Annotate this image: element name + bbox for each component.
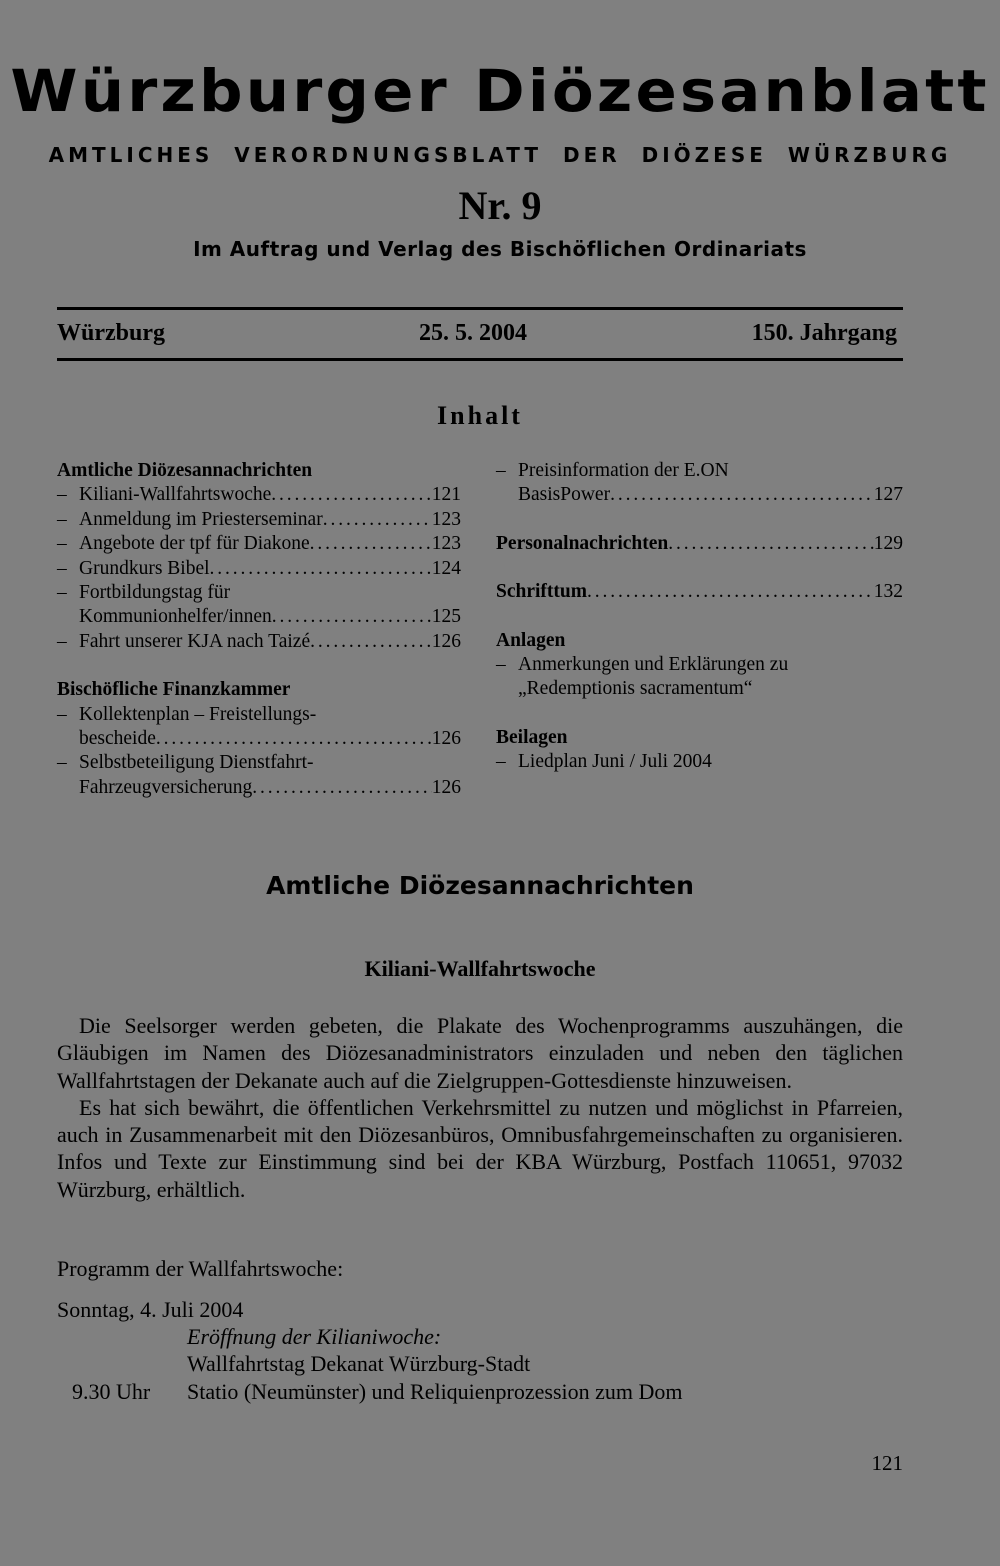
toc-dash: – xyxy=(57,533,67,555)
toc-entry xyxy=(57,581,461,605)
toc-entry-page: 121 xyxy=(431,484,461,506)
toc-entry-page: 126 xyxy=(431,728,461,750)
toc-section-heading: Amtliche Diözesannachrichten xyxy=(57,460,313,481)
toc-dash: – xyxy=(57,508,67,530)
toc-left-column xyxy=(57,459,461,800)
dateline xyxy=(57,320,903,350)
toc-dash: – xyxy=(496,751,506,773)
toc-dash: – xyxy=(57,703,67,725)
toc-section-heading: Personalnachrichten xyxy=(496,532,669,554)
toc-right-column xyxy=(496,459,903,775)
masthead-subtitle: AMTLICHES VERORDNUNGSBLATT DER DIÖZESE WÜRZBURG xyxy=(48,143,952,167)
toc-entry-page: 123 xyxy=(431,533,461,555)
toc-entry-text: Kommunionhelfer/innen xyxy=(79,606,272,628)
section-heading: Amtliche Diözesannachrichten xyxy=(266,871,694,900)
toc-entry xyxy=(57,703,461,727)
toc-entry-continuation xyxy=(57,605,461,629)
toc-dash: – xyxy=(57,630,67,652)
toc-entry xyxy=(57,532,461,556)
page-number: 121 xyxy=(871,1451,903,1475)
article-body xyxy=(57,1012,903,1203)
toc-entry-text: Fahrt unserer KJA nach Taizé xyxy=(79,630,311,652)
toc-entry-page: 127 xyxy=(873,484,903,506)
toc-entry-text: Kollektenplan – Freistellungs- xyxy=(79,703,317,725)
toc-section-heading: Beilagen xyxy=(496,726,568,748)
toc-entry-text: Selbstbeteiligung Dienstfahrt- xyxy=(79,752,314,774)
toc-entry-page: 123 xyxy=(431,508,461,530)
program-day: Sonntag, 4. Juli 2004 xyxy=(57,1297,244,1322)
article-paragraph: Es hat sich bewährt, die öffentlichen Verkehrsmittel zu nutzen und möglichst in Pfarreien, auch in Zusammenarbeit mit den Diözesanbüros, Omnibusfahrgemeinschaften zu organisieren. Infos und Texte zur Einstimmung sind bei der KBA Würzburg, Postfach 110651, 97032 Würzburg, erhältlich. xyxy=(57,1094,903,1202)
masthead-publisher: Im Auftrag und Verlag des Bischöflichen Ordinariats xyxy=(193,237,807,261)
program-pilgrimage: Wallfahrtstag Dekanat Würzburg-Stadt xyxy=(187,1351,531,1376)
toc-dash: – xyxy=(57,557,67,579)
program-event: Statio (Neumünster) und Reliquienprozession zum Dom xyxy=(187,1379,683,1404)
toc-entry-text: bescheide xyxy=(79,728,156,750)
masthead-title: Würzburger Diözesanblatt xyxy=(10,57,990,125)
toc-section-heading: Bischöfliche Finanzkammer xyxy=(57,679,291,701)
toc-dash: – xyxy=(496,654,506,676)
toc-entry-text: Angebote der tpf für Diakone xyxy=(79,533,310,555)
program-opening: Eröffnung der Kilianiwoche: xyxy=(187,1324,442,1349)
toc-entry-text: Anmeldung im Priesterseminar xyxy=(79,508,323,530)
toc-entry-continuation xyxy=(57,776,461,800)
toc-entry-continuation xyxy=(496,677,903,701)
toc-entry xyxy=(496,459,903,483)
top-rule xyxy=(57,307,903,310)
dateline-date: 25. 5. 2004 xyxy=(419,320,527,346)
article-title: Kiliani-Wallfahrtswoche xyxy=(364,956,596,981)
issue-number: Nr. 9 xyxy=(458,183,542,228)
toc-entry-text: Kiliani-Wallfahrtswoche xyxy=(79,484,272,506)
toc-entry-continuation xyxy=(496,483,903,507)
toc-entry-page: 125 xyxy=(431,606,461,628)
toc-section-heading: Anlagen xyxy=(496,629,566,651)
toc-entry xyxy=(57,630,461,654)
toc-entry-text: Fortbildungstag für xyxy=(79,582,231,604)
toc-entry-text: Preisinformation der E.ON xyxy=(518,460,729,481)
toc-dash: – xyxy=(57,582,67,604)
toc-entry-text: Fahrzeugversicherung xyxy=(79,776,253,798)
toc-entry-text: BasisPower xyxy=(518,484,611,506)
program-time: 9.30 Uhr xyxy=(72,1379,151,1404)
toc-entry xyxy=(496,653,903,677)
toc-entry xyxy=(496,532,903,556)
toc-entry xyxy=(57,508,461,532)
toc-entry-text: Grundkurs Bibel xyxy=(79,557,210,579)
toc-entry-continuation xyxy=(57,727,461,751)
dateline-volume: 150. Jahrgang xyxy=(751,320,897,346)
toc-entry-text: Anmerkungen und Erklärungen zu xyxy=(518,654,789,676)
toc-entry-page: 129 xyxy=(873,532,903,554)
toc-entry xyxy=(496,580,903,604)
toc-dash: – xyxy=(496,460,506,481)
toc-entry-page: 132 xyxy=(873,581,903,603)
toc-entry-page: 126 xyxy=(431,630,461,652)
toc-entry xyxy=(496,750,903,774)
toc-entry-text: Liedplan Juni / Juli 2004 xyxy=(518,751,712,773)
program-intro: Programm der Wallfahrtswoche: xyxy=(57,1256,344,1281)
toc-entry xyxy=(57,483,461,507)
toc-title: Inhalt xyxy=(437,401,523,430)
dateline-place: Würzburg xyxy=(57,320,165,346)
toc-entry xyxy=(57,557,461,581)
toc-entry-page: 124 xyxy=(431,557,461,579)
toc-dash: – xyxy=(57,484,67,506)
article-paragraph: Die Seelsorger werden gebeten, die Plakate des Wochenprogramms auszuhängen, die Gläubigen im Namen des Diözesanadministrators einzuladen und neben den täglichen Wallfahrtstagen der Dekanate auch auf die Zielgruppen-Gottesdienste hinzuweisen. xyxy=(57,1013,903,1093)
toc-section-heading: Schrifttum xyxy=(496,581,587,603)
toc-entry xyxy=(57,751,461,775)
bottom-rule xyxy=(57,358,903,361)
toc-entry-page: 126 xyxy=(431,776,461,798)
toc-entry-text: „Redemptionis sacramentum“ xyxy=(518,678,753,700)
toc-dash: – xyxy=(57,752,67,774)
